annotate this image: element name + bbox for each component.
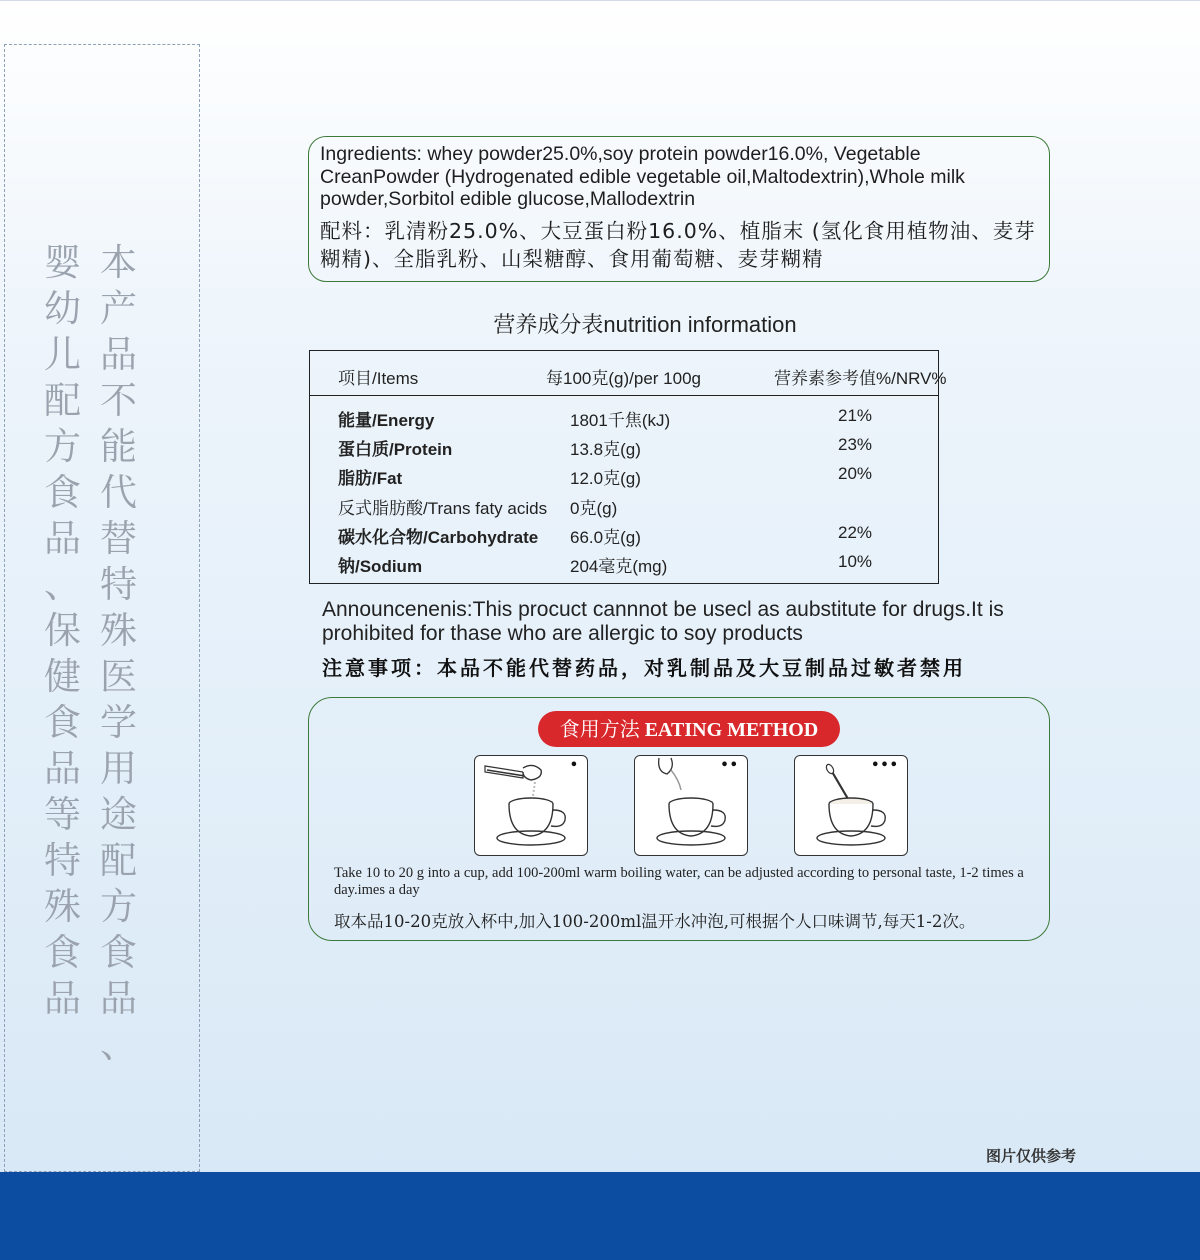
nutrient-nrv: 20% [838,464,873,483]
table-row [310,464,938,494]
step-dots: • [569,758,579,773]
header-nrv: 营养素参考值%/NRV% [774,369,947,388]
announcement-chinese: 注意事项：本品不能代替药品，对乳制品及大豆制品过敏者禁用 [322,656,966,680]
ingredients-chinese: 配料：乳清粉25.0%、大豆蛋白粉16.0%、植脂末 (氢化食用植物油、麦芽糊精)、全脂乳粉、山梨糖醇、食用葡萄糖、麦芽糊精 [320,218,1036,271]
side-text-column-2-char: 健 [44,655,81,698]
nutrition-title: 营养成分表nutrition information [493,312,797,337]
side-text-column-2-char: 幼 [44,287,81,330]
side-text-column-2-char: 婴 [44,241,81,284]
nutrient-value: 66.0克(g) [570,528,641,547]
side-text-column-2-char: 品 [44,517,81,560]
side-text-column-1-char: 学 [100,701,137,744]
table-row [310,435,938,465]
nutrient-nrv: 21% [838,406,873,425]
header-per-100g: 每100克(g)/per 100g [546,369,701,388]
side-text-column-2-char: 、 [44,563,81,606]
side-text-column-1-char: 特 [100,563,137,606]
stir-cup-icon [794,755,908,856]
nutrient-nrv: 22% [838,523,873,542]
nutrient-nrv: 10% [838,552,873,571]
side-text-column-2-char: 特 [44,839,81,882]
side-text-column-2-char: 食 [44,931,81,974]
reference-note: 图片仅供参考 [986,1147,1077,1165]
side-text-column-2-char: 配 [44,379,81,422]
side-text-column-2-char: 品 [44,977,81,1020]
side-text-column-1-char: 、 [100,1023,137,1066]
pour-water-cup-icon [634,755,748,856]
table-row [310,552,938,582]
ingredients-english: Ingredients: whey powder25.0%,soy protein powder16.0%, Vegetable CreanPowder (Hydrogenated edible vegetable oil,Maltodextrin),Whole milk powder,Sorbitol edible glucose,Mallodextrin [320,143,965,210]
nutrient-value: 0克(g) [570,499,618,518]
eating-method-label [538,711,840,747]
side-text-column-1-char: 产 [100,287,137,330]
side-text-column-1-char: 品 [100,977,137,1020]
nutrient-value: 12.0克(g) [570,469,641,488]
side-text-column-1-char: 品 [100,333,137,376]
side-text-column-1-char: 不 [100,379,137,422]
nutrient-name: 蛋白质/Protein [338,440,453,459]
side-text-column-1-char: 殊 [100,609,137,652]
nutrient-value: 204毫克(mg) [570,557,668,576]
nutrient-name: 碳水化合物/Carbohydrate [338,528,539,547]
step-dots: ••• [871,758,899,773]
side-text-column-1 [100,240,137,1068]
side-text-column-2-char: 品 [44,747,81,790]
side-text-column-1-char: 能 [100,425,137,468]
side-text-column-1-char: 医 [100,655,137,698]
side-text-column-1-char: 方 [100,885,137,928]
eating-method-label-en: EATING METHOD [644,719,819,741]
header-items: 项目/Items [338,369,419,388]
eating-method-label-cn: 食用方法 [559,717,640,741]
nutrient-name: 反式脂肪酸/Trans faty acids [338,499,548,518]
instructions-chinese: 取本品10-20克放入杯中,加入100-200ml温开水冲泡,可根据个人口味调节,每天1-2次。 [334,912,976,931]
side-text-column-2-char: 保 [44,609,81,652]
side-text-column-1-char: 用 [100,747,137,790]
nutrient-name: 能量/Energy [338,411,435,430]
side-text-column-2-char: 食 [44,471,81,514]
side-text-column-2-char: 殊 [44,885,81,928]
side-text-column-2 [44,240,81,1022]
nutrient-value: 1801千焦(kJ) [570,411,671,430]
nutrition-table [309,350,947,584]
ingredients-box [308,136,1050,282]
side-text-column-1-char: 本 [100,241,137,284]
side-text-column-1-char: 替 [100,517,137,560]
nutrition-table-header [310,351,947,396]
table-row [310,523,938,553]
side-text-column-1-char: 代 [100,471,137,514]
side-text-column-2-char: 食 [44,701,81,744]
side-text-column-2-char: 儿 [44,333,81,376]
table-row [310,494,938,524]
announcement-english: Announcenenis:This procuct cannnot be usecl as aubstitute for drugs.It is prohibited for thase who are allergic to soy products [322,598,1004,645]
nutrient-value: 13.8克(g) [570,440,641,459]
nutrient-name: 脂肪/Fat [338,469,403,488]
instructions-english: Take 10 to 20 g into a cup, add 100-200ml warm boiling water, can be adjusted according to personal taste, 1-2 times a day.imes a day [334,865,1024,898]
bottom-bar [0,1172,1200,1260]
table-row [310,406,938,436]
side-text-column-1-char: 配 [100,839,137,882]
nutrient-nrv: 23% [838,435,873,454]
top-divider [0,0,1200,1]
side-text-column-1-char: 食 [100,931,137,974]
side-text-column-2-char: 方 [44,425,81,468]
side-text-column-1-char: 途 [100,793,137,836]
nutrient-name: 钠/Sodium [338,557,423,576]
step-dots: •• [720,758,739,773]
side-text-column-2-char: 等 [44,793,81,836]
scoop-powder-cup-icon [474,755,588,856]
